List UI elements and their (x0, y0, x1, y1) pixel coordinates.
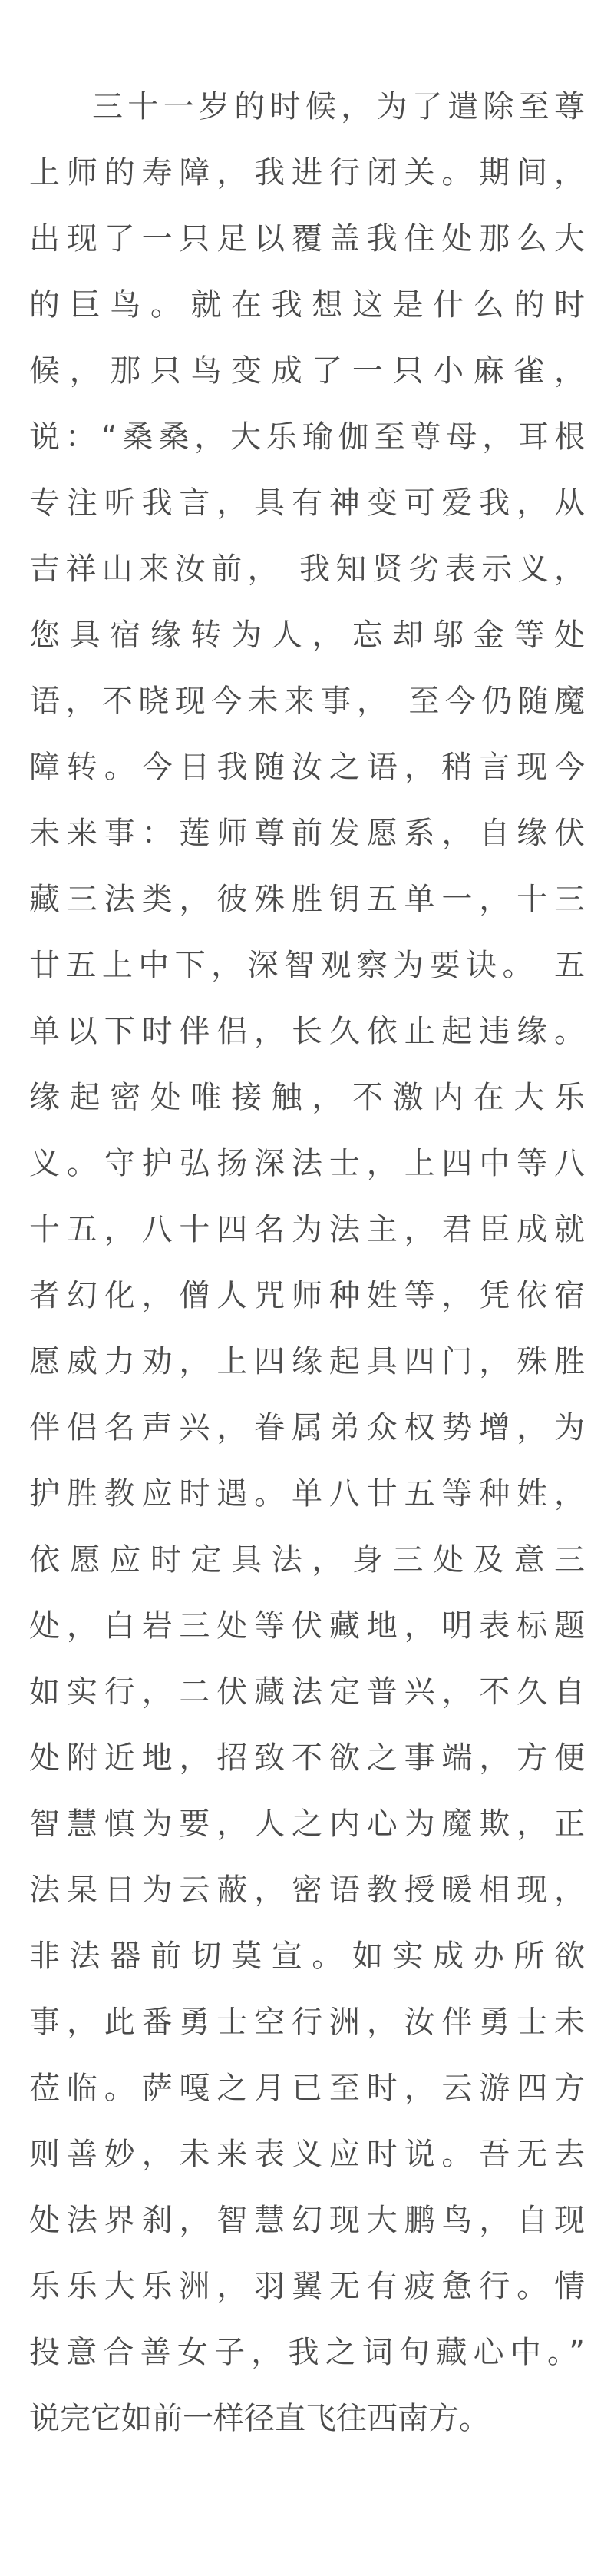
text-line: 法杲日为云蔽，密语教授暖相现， (29, 1872, 585, 1908)
text-line: 乐乐大乐洲，羽翼无有疲惫行。情 (29, 2269, 585, 2304)
text-line: 愿威力劝，上四缘起具四门，殊胜 (29, 1344, 585, 1379)
text-line: 如实行，二伏藏法定普兴，不久自 (29, 1674, 585, 1710)
text-line: 非法器前切莫宣。如实成办所欲 (29, 1939, 585, 1974)
text-line: 您具宿缘转为人，忘却邬金等处 (29, 618, 585, 653)
text-line: 莅临。萨嘎之月已至时，云游四方 (29, 2071, 585, 2106)
text-line: 廿五上中下，深智观察为要诀。 五 (29, 948, 585, 983)
text-line: 障转。今日我随汝之语，稍言现今 (29, 750, 585, 785)
text-line: 投意合善女子，我之词句藏心中。” (29, 2335, 585, 2370)
text-line: 处法界刹，智慧幻现大鹏鸟，自现 (29, 2203, 585, 2238)
text-line: 者幻化，僧人咒师种姓等，凭依宿 (29, 1278, 585, 1313)
text-line: 上师的寿障，我进行闭关。期间， (29, 155, 585, 190)
text-line: 处附近地，招致不欲之事端，方便 (29, 1740, 585, 1776)
text-line: 十五，八十四名为法主，君臣成就 (29, 1212, 585, 1247)
text-line: 藏三法类，彼殊胜钥五单一，十三 (29, 882, 585, 917)
text-line: 说完它如前一样径直飞往西南方。 (29, 2401, 490, 2436)
text-line: 伴侣名声兴，眷属弟众权势增，为 (29, 1410, 585, 1445)
text-line: 事，此番勇士空行洲，汝伴勇士未 (29, 2005, 585, 2040)
text-line: 语，不晓现今未来事， 至今仍随魔 (29, 684, 585, 719)
text-line: 依愿应时定具法，身三处及意三 (29, 1542, 585, 1578)
text-line: 说：“桑桑，大乐瑜伽至尊母，耳根 (29, 419, 585, 455)
text-line: 缘起密处唯接触，不激内在大乐 (29, 1080, 585, 1115)
text-line: 义。守护弘扬深法士，上四中等八 (29, 1146, 585, 1181)
text-line: 吉祥山来汝前， 我知贤劣表示义， (29, 551, 585, 587)
text-line: 三十一岁的时候，为了遣除至尊 (92, 89, 585, 124)
text-line: 单以下时伴侣，长久依止起违缘。 (29, 1014, 585, 1049)
text-line: 未来事：莲师尊前发愿系，自缘伏 (29, 816, 585, 851)
text-line: 护胜教应时遇。单八廿五等种姓， (29, 1476, 585, 1511)
text-line: 则善妙，未来表义应时说。吾无去 (29, 2137, 585, 2172)
text-line: 处，白岩三处等伏藏地，明表标题 (29, 1608, 585, 1644)
text-line: 候，那只鸟变成了一只小麻雀， (29, 353, 585, 389)
text-line: 的巨鸟。就在我想这是什么的时 (29, 287, 585, 323)
text-line: 专注听我言，具有神变可爱我，从 (29, 485, 585, 521)
text-line: 智慧慎为要，人之内心为魔欺，正 (29, 1806, 585, 1842)
text-line: 出现了一只足以覆盖我住处那么大 (29, 221, 585, 257)
